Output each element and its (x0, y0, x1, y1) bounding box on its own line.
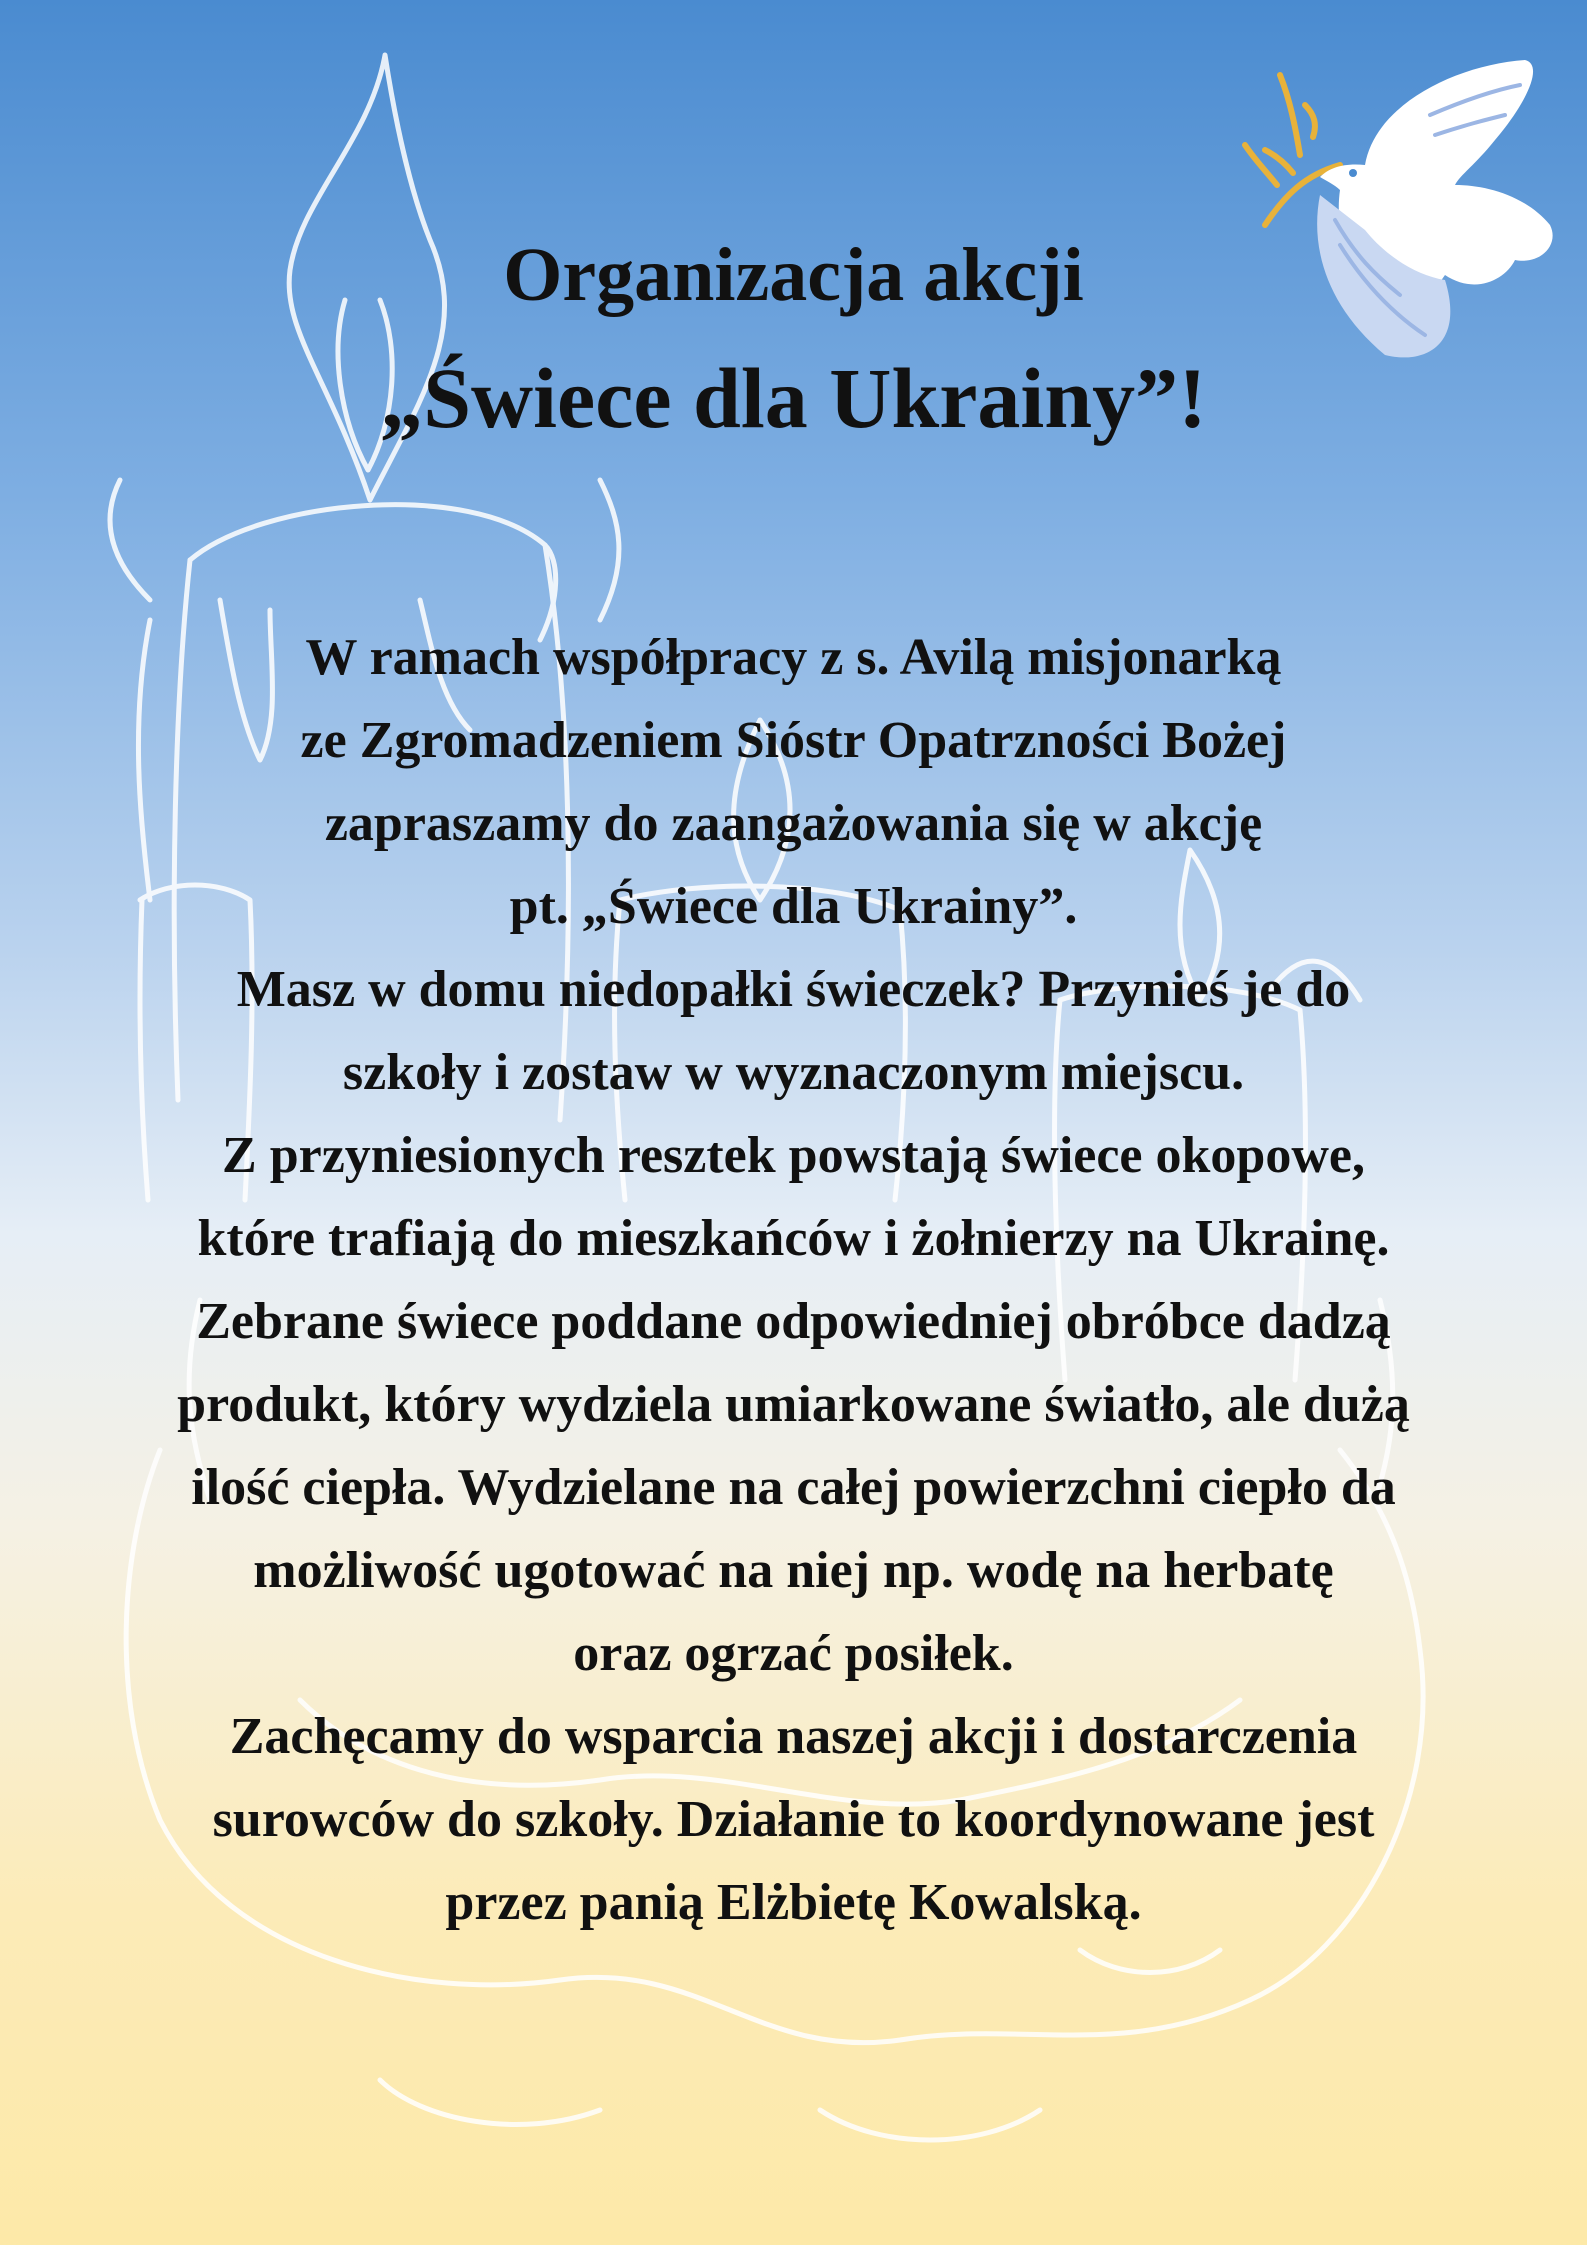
body-line: zapraszamy do zaangażowania się w akcję (324, 795, 1263, 852)
body-line: przez panią Elżbietę Kowalską. (445, 1874, 1142, 1931)
body-line: Zebrane świece poddane odpowiedniej obróbce dadzą (196, 1293, 1391, 1350)
body-line: produkt, który wydziela umiarkowane światło, ale dużą (177, 1376, 1410, 1433)
title-line-2: „Świece dla Ukrainy”! (380, 350, 1207, 446)
body-line: szkoły i zostaw w wyznaczonym miejscu. (342, 1044, 1245, 1101)
dove-icon (1225, 45, 1565, 385)
body-line: ilość ciepła. Wydzielane na całej powierzchni ciepło da (191, 1459, 1396, 1516)
body-line: Masz w domu niedopałki świeczek? Przynieś je do (236, 961, 1351, 1018)
body-line: ze Zgromadzeniem Sióstr Opatrzności Bożej (300, 712, 1287, 769)
title-line-1: Organizacja akcji (503, 233, 1084, 317)
body-line: Zachęcamy do wsparcia naszej akcji i dostarczenia (229, 1708, 1358, 1765)
body-line: Z przyniesionych resztek powstają świece okopowe, (222, 1127, 1365, 1184)
body-line: które trafiają do mieszkańców i żołnierzy na Ukrainę. (197, 1210, 1390, 1267)
body-line: możliwość ugotować na niej np. wodę na herbatę (253, 1542, 1334, 1599)
body-line: W ramach współpracy z s. Avilą misjonarką (305, 629, 1282, 686)
announcement-body (40, 616, 1547, 1944)
body-line: surowców do szkoły. Działanie to koordynowane jest (212, 1791, 1375, 1848)
body-line: pt. „Świece dla Ukrainy”. (509, 878, 1078, 935)
body-line: oraz ogrzać posiłek. (573, 1625, 1014, 1682)
